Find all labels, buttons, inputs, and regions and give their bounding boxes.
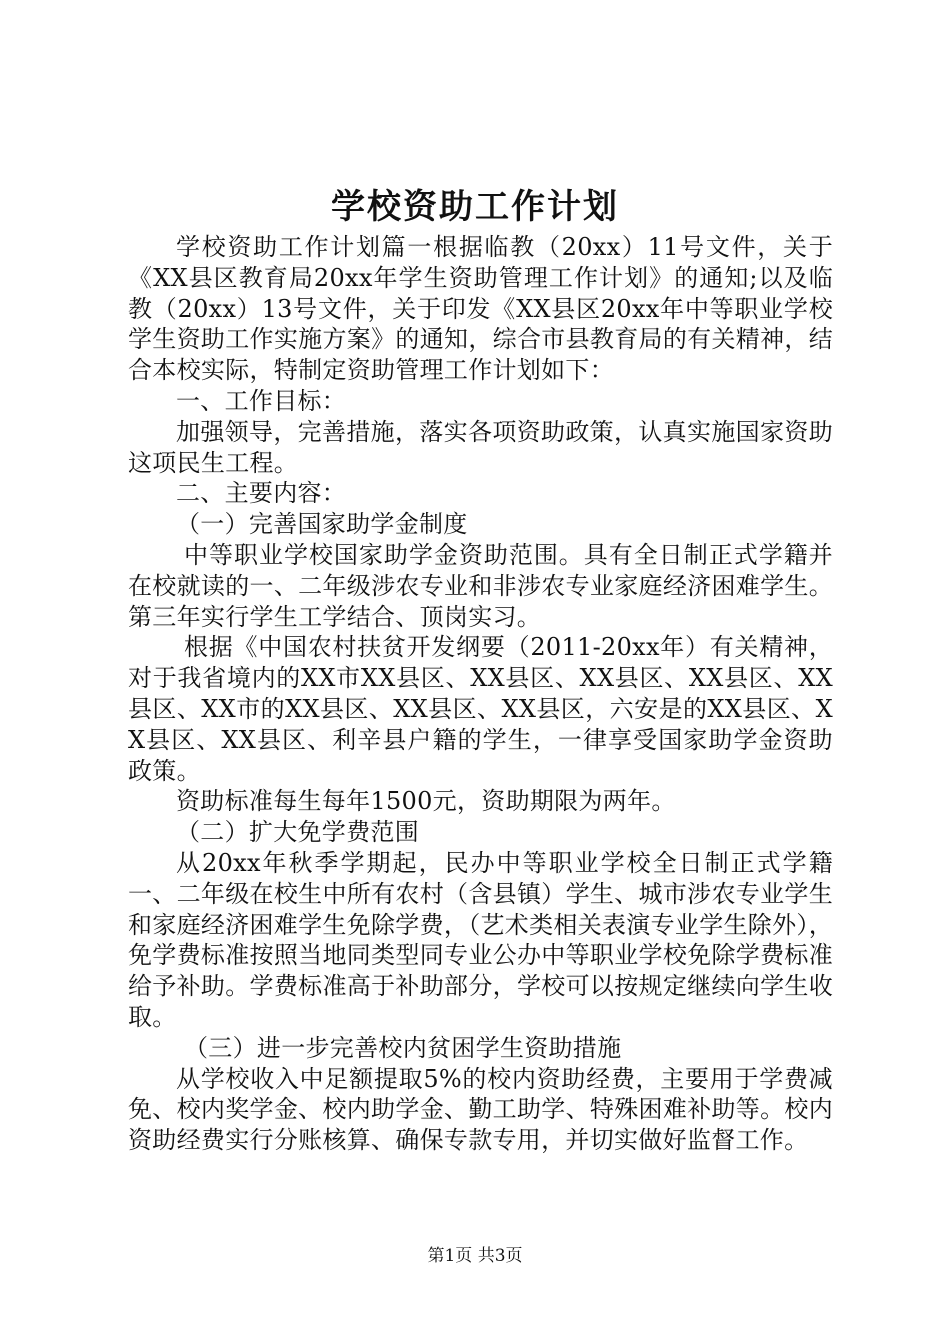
- paragraph-grant-standard: 资助标准每生每年1500元，资助期限为两年。: [176, 787, 676, 816]
- subheading-grant-system: （一）完善国家助学金制度: [176, 510, 468, 539]
- heading-main-content: 二、主要内容：: [176, 479, 347, 508]
- paragraph-tuition-free: 从20xx年秋季学期起，民办中等职业学校全日制正式学籍一、二年级在校生中所有农村（含县镇）学生、城市涉农专业学生和家庭经济困难学生免除学费，（艺术类相关表演专业学生除外），免学费标准按照当地同类型同专业公办中等职业学校免除学费标准给予补助。学费标准高于补助部分，学校可以按规定继续向学生收取。: [128, 848, 833, 1031]
- paragraph-intro: 学校资助工作计划篇一根据临教（20xx）11号文件，关于《XX县区教育局20xx年学生资助管理工作计划》的通知;以及临教（20xx）13号文件，关于印发《XX县区20xx年中等职业学校学生资助工作实施方案》的通知，综合市县教育局的有关精神，结合本校实际，特制定资助管理工作计划如下：: [128, 233, 833, 385]
- page-footer: 第1页 共3页: [427, 1246, 523, 1266]
- page-title: 学校资助工作计划: [331, 187, 619, 227]
- heading-work-goal: 一、工作目标：: [176, 386, 347, 415]
- subheading-tuition-free: （二）扩大免学费范围: [176, 818, 419, 847]
- paragraph-work-goal: 加强领导，完善措施，落实各项资助政策，认真实施国家资助这项民生工程。: [128, 417, 833, 477]
- paragraph-grant-scope: 中等职业学校国家助学金资助范围。具有全日制正式学籍并在校就读的一、二年级涉农专业和非涉农专业家庭经济困难学生。第三年实行学生工学结合、顶岗实习。: [128, 540, 833, 631]
- subheading-school-aid: （三）进一步完善校内贫困学生资助措施: [184, 1033, 622, 1062]
- paragraph-school-aid: 从学校收入中足额提取5%的校内资助经费，主要用于学费减免、校内奖学金、校内助学金、勤工助学、特殊困难补助等。校内资助经费实行分账核算、确保专款专用，并切实做好监督工作。: [128, 1064, 833, 1155]
- paragraph-grant-policy: 根据《中国农村扶贫开发纲要（2011-20xx年）有关精神，对于我省境内的XX市XX县区、XX县区、XX县区、XX县区、XX县区、XX市的XX县区、XX县区、XX县区，六安是的XX县区、XX县区、XX县区、利辛县户籍的学生，一律享受国家助学金资助政策。: [128, 633, 833, 785]
- document-body: [128, 232, 833, 1156]
